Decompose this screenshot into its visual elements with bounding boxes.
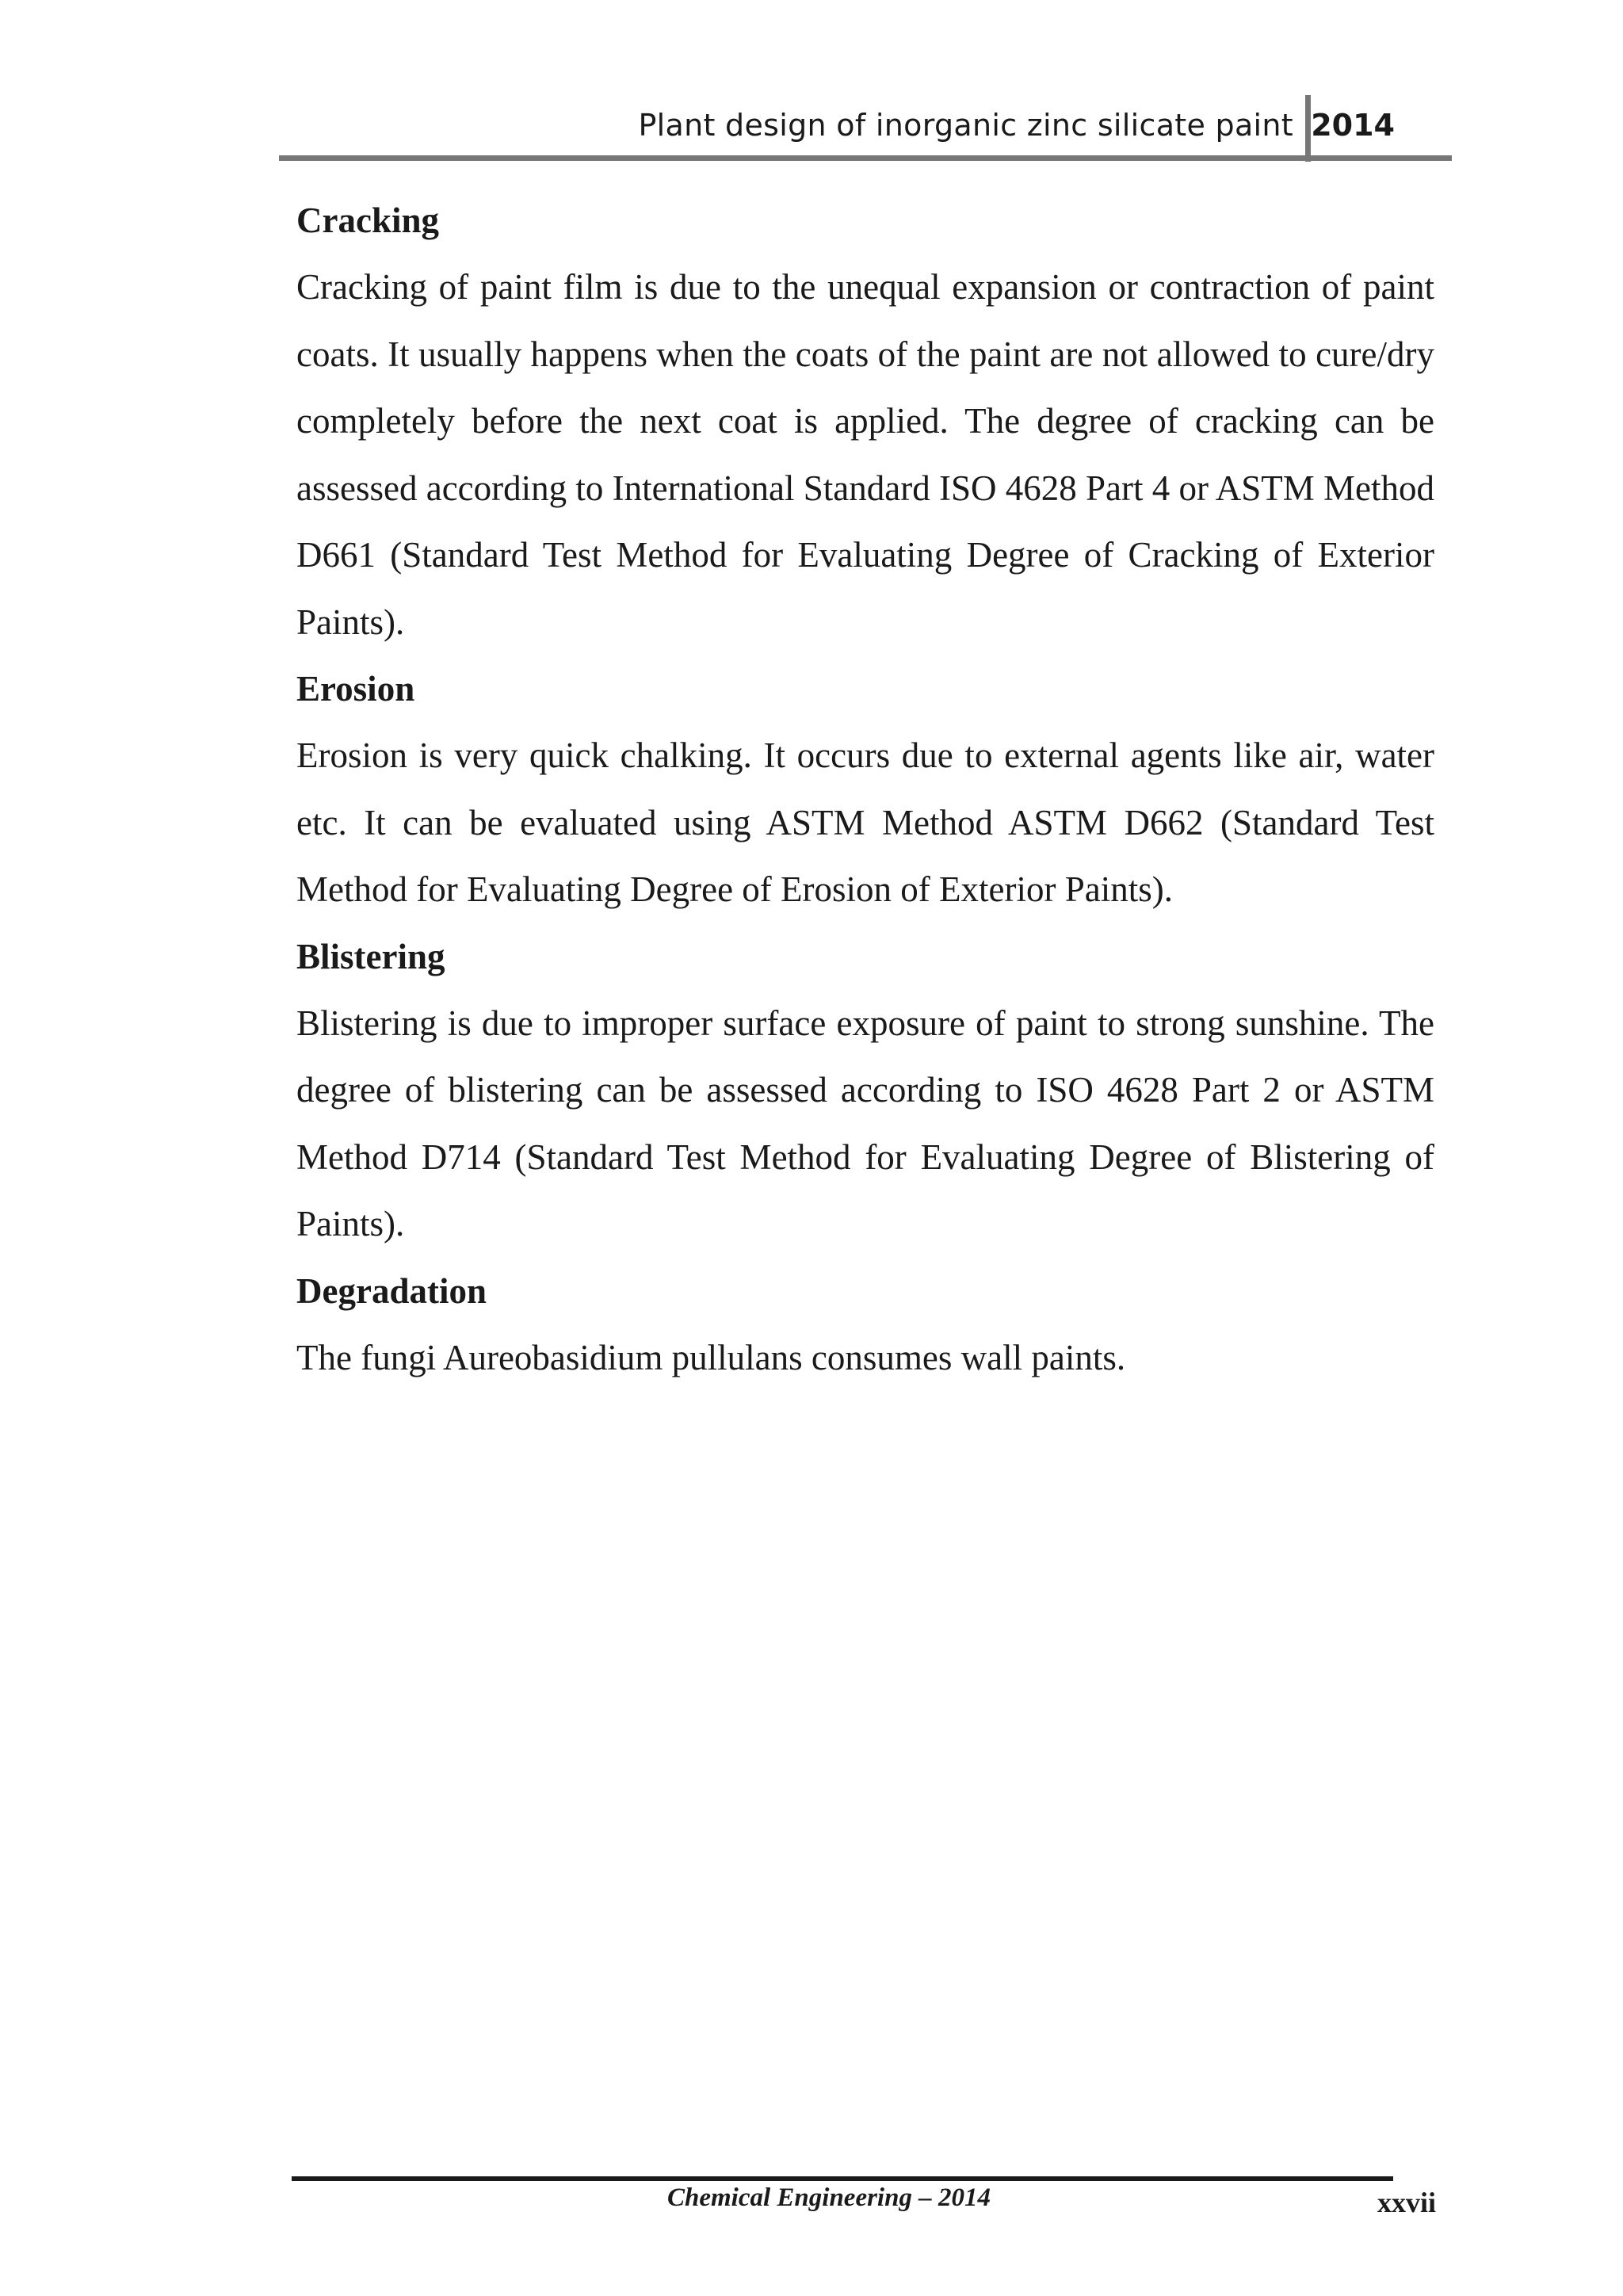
running-header bbox=[279, 95, 1452, 163]
section-paragraph: Blistering is due to improper surface exposure of paint to strong sunshine. The degree of blistering can be assessed according to ISO 4628 Part 2 or ASTM Method D714 (Standard Test Method for Evaluating Degree of Blistering of Paints). bbox=[296, 1003, 1434, 1244]
section-paragraph: Erosion is very quick chalking. It occurs due to external agents like air, water etc. It can be evaluated using ASTM Method ASTM D662 (Standard Test Method for Evaluating Degree of Erosion of Exterior Paints). bbox=[296, 735, 1434, 909]
section-heading: Degradation bbox=[296, 1270, 487, 1311]
section-heading: Cracking bbox=[296, 201, 439, 240]
header-rule bbox=[279, 155, 1452, 161]
section-cracking bbox=[296, 187, 1434, 655]
footer-rule bbox=[292, 2176, 1393, 2181]
section-paragraph: Cracking of paint film is due to the unequal expansion or contraction of paint coats. It usually happens when the coats of the paint are not allowed to cure/dry completely before the next coat is applied. The degree of cracking can be assessed according to International Standard ISO 4628 Part 4 or ASTM Method D661 (Standard Test Method for Evaluating Degree of Cracking of Exterior Paints). bbox=[296, 267, 1435, 642]
section-degradation bbox=[296, 1258, 1434, 1392]
page-number: xxvii bbox=[1377, 2187, 1436, 2218]
section-heading: Erosion bbox=[296, 669, 415, 709]
section-blistering bbox=[296, 923, 1434, 1258]
header-year: 2014 bbox=[1311, 108, 1395, 143]
section-paragraph: The fungi Aureobasidium pullulans consumes wall paints. bbox=[296, 1337, 1126, 1377]
header-title: Plant design of inorganic zinc silicate paint bbox=[638, 108, 1293, 143]
header-separator bbox=[1305, 95, 1311, 162]
section-heading: Blistering bbox=[296, 936, 445, 976]
main-content bbox=[296, 187, 1434, 1391]
footer-text: Chemical Engineering – 2014 bbox=[667, 2183, 991, 2212]
section-erosion bbox=[296, 655, 1434, 923]
